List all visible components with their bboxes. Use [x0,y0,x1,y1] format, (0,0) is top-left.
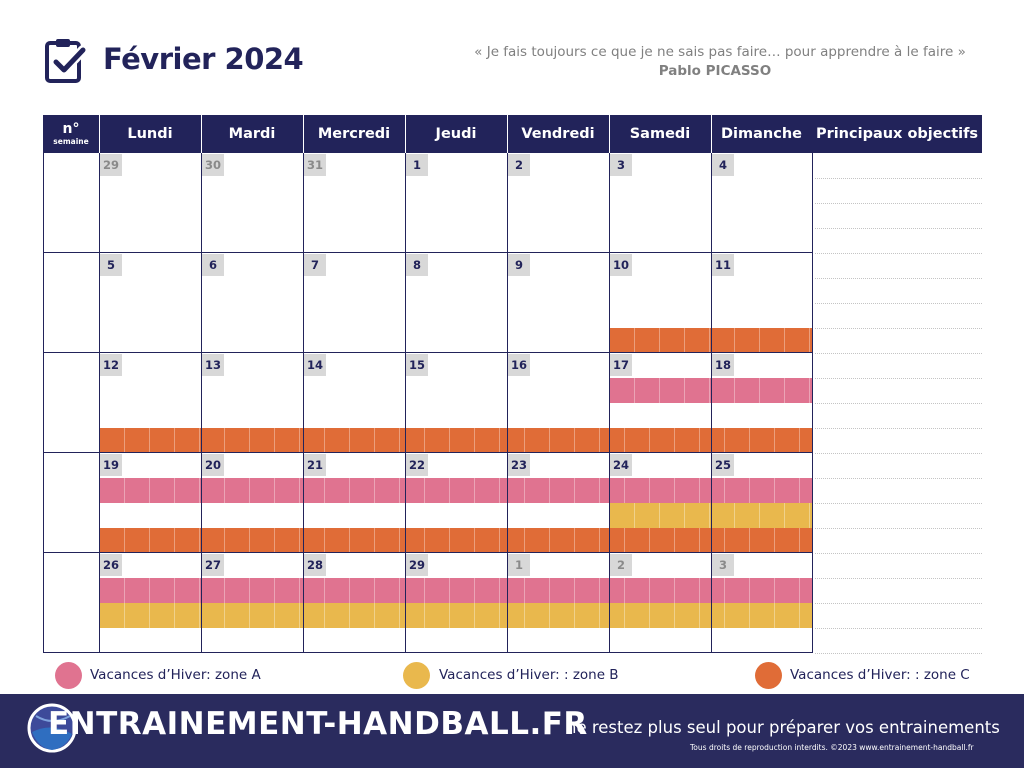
legend-dot-zone-c [755,662,782,689]
bar-segment-divider [149,578,150,603]
bar-segment-divider [634,378,635,403]
bar-segment-divider [774,528,775,553]
objective-line [815,303,982,304]
bar-segment-divider [149,528,150,553]
bar-segment-divider [124,528,125,553]
day-number: 21 [304,454,326,476]
bar-segment-divider [699,528,700,553]
bar-segment-divider [124,428,125,453]
day-number: 9 [508,254,530,276]
bar-segment-divider [399,528,400,553]
objective-line [815,553,982,554]
bar-segment-divider [349,478,350,503]
bar-segment-divider [574,478,575,503]
bar-segment-divider [809,378,810,403]
bar-segment-divider [674,578,675,603]
bar-segment-divider [759,503,760,528]
bar-segment-divider [809,328,810,353]
bar-segment-divider [674,478,675,503]
day-number: 22 [406,454,428,476]
bar-segment-divider [199,428,200,453]
bar-segment-divider [149,478,150,503]
bar-segment-divider [124,478,125,503]
bar-segment-divider [499,428,500,453]
header-divider [609,115,610,153]
grid-vertical-line [43,153,44,653]
bar-segment-divider [474,528,475,553]
header-divider [711,115,712,153]
bar-segment-divider [774,428,775,453]
day-number: 30 [202,154,224,176]
bar-segment-divider [374,578,375,603]
day-number: 29 [100,154,122,176]
bar-segment-divider [659,503,660,528]
grid-vertical-line [99,153,100,653]
day-number: 16 [508,354,530,376]
week-header-label: n° [62,121,80,138]
day-number: 1 [508,554,530,576]
objective-line [815,528,982,529]
day-header-tuesday: Mardi [201,115,303,153]
bar-segment-divider [659,328,660,353]
day-header-thursday: Jeudi [405,115,507,153]
objective-line [815,403,982,404]
bar-segment-divider [674,528,675,553]
bar-segment-divider [324,578,325,603]
bar-segment-divider [734,503,735,528]
bar-segment-divider [674,603,675,628]
day-number: 8 [406,254,428,276]
bar-segment-divider [809,503,810,528]
bar-segment-divider [224,578,225,603]
bar-segment-divider [524,603,525,628]
bar-segment-divider [124,578,125,603]
bar-segment-divider [599,528,600,553]
bar-segment-divider [274,578,275,603]
bar-segment-divider [624,578,625,603]
bar-segment-divider [634,328,635,353]
day-number: 5 [100,254,122,276]
bar-segment-divider [499,603,500,628]
bar-segment-divider [649,528,650,553]
bar-segment-divider [324,603,325,628]
day-number: 28 [304,554,326,576]
day-number: 2 [610,554,632,576]
bar-segment-divider [749,578,750,603]
bar-segment-divider [674,428,675,453]
legend-dot-zone-b [403,662,430,689]
bar-segment-divider [724,528,725,553]
day-number: 6 [202,254,224,276]
objective-line [815,203,982,204]
objective-line [815,353,982,354]
grid-horizontal-line [43,352,813,353]
bar-segment-divider [374,528,375,553]
bar-segment-divider [799,528,800,553]
bar-segment-divider [399,603,400,628]
bar-segment-divider [249,528,250,553]
bar-segment-divider [274,603,275,628]
bar-segment-divider [799,478,800,503]
grid-vertical-line [609,153,610,653]
bar-segment-divider [749,428,750,453]
bar-segment-divider [474,428,475,453]
day-number: 25 [712,454,734,476]
bar-segment-divider [574,603,575,628]
day-number: 10 [610,254,632,276]
quote-text: « Je fais toujours ce que je ne sais pas faire… pour apprendre à le faire » [474,44,966,60]
bar-segment-divider [399,428,400,453]
vacation-bar-pink [99,478,812,503]
bar-segment-divider [799,578,800,603]
day-number: 29 [406,554,428,576]
bar-segment-divider [199,528,200,553]
legend-label-zone-c: Vacances d’Hiver: : zone C [790,667,970,683]
bar-segment-divider [449,428,450,453]
bar-segment-divider [624,478,625,503]
bar-segment-divider [449,478,450,503]
bar-segment-divider [624,428,625,453]
bar-segment-divider [734,378,735,403]
bar-segment-divider [174,578,175,603]
bar-segment-divider [749,603,750,628]
bar-segment-divider [249,578,250,603]
bar-segment-divider [324,428,325,453]
bar-segment-divider [549,578,550,603]
objective-line [815,428,982,429]
objectives-header: Principaux objectifs [812,115,982,153]
quote-author: Pablo PICASSO [658,63,772,79]
bar-segment-divider [299,428,300,453]
objective-line [815,453,982,454]
day-number: 3 [610,154,632,176]
bar-segment-divider [774,478,775,503]
day-number: 19 [100,454,122,476]
bar-segment-divider [709,328,710,353]
bar-segment-divider [199,603,200,628]
bar-segment-divider [699,428,700,453]
grid-vertical-line [201,153,202,653]
bar-segment-divider [574,428,575,453]
bar-segment-divider [634,503,635,528]
header-divider [507,115,508,153]
bar-segment-divider [599,578,600,603]
bar-segment-divider [374,428,375,453]
bar-segment-divider [299,528,300,553]
bar-segment-divider [174,478,175,503]
day-number: 1 [406,154,428,176]
bar-segment-divider [499,478,500,503]
bar-segment-divider [524,578,525,603]
week-number-header [43,115,99,153]
bar-segment-divider [774,603,775,628]
vacation-bar-orange [99,428,812,453]
objective-line [815,603,982,604]
bar-segment-divider [299,603,300,628]
day-number: 13 [202,354,224,376]
objective-line [815,653,982,654]
bar-segment-divider [349,428,350,453]
bar-segment-divider [699,603,700,628]
bar-segment-divider [224,428,225,453]
bar-segment-divider [124,603,125,628]
bar-segment-divider [324,528,325,553]
bar-segment-divider [274,528,275,553]
day-number: 14 [304,354,326,376]
bar-segment-divider [474,603,475,628]
bar-segment-divider [699,578,700,603]
grid-vertical-line [711,153,712,653]
bar-segment-divider [599,428,600,453]
copyright-notice: Tous droits de reproduction interdits. ©2023 www.entrainement-handball.fr [690,743,974,752]
bar-segment-divider [224,603,225,628]
bar-segment-divider [799,603,800,628]
bar-segment-divider [399,478,400,503]
day-number: 18 [712,354,734,376]
objective-line [815,328,982,329]
grid-vertical-line [405,153,406,653]
bar-segment-divider [249,603,250,628]
day-number: 11 [712,254,734,276]
bar-segment-divider [424,478,425,503]
bar-segment-divider [174,428,175,453]
bar-segment-divider [199,478,200,503]
objective-line [815,228,982,229]
grid-vertical-line [507,153,508,653]
bar-segment-divider [574,578,575,603]
bar-segment-divider [549,603,550,628]
footer-tagline: ne restez plus seul pour préparer vos entrainements [566,718,1000,737]
page-title: Février 2024 [103,42,304,76]
day-header-monday: Lundi [99,115,201,153]
day-number: 20 [202,454,224,476]
day-number: 27 [202,554,224,576]
bar-segment-divider [774,578,775,603]
bar-segment-divider [709,378,710,403]
day-number: 24 [610,454,632,476]
grid-horizontal-line [43,552,813,553]
bar-segment-divider [649,478,650,503]
day-number: 15 [406,354,428,376]
bar-segment-divider [624,528,625,553]
bar-segment-divider [599,603,600,628]
bar-segment-divider [624,603,625,628]
bar-segment-divider [274,478,275,503]
bar-segment-divider [524,478,525,503]
bar-segment-divider [749,478,750,503]
grid-horizontal-line [43,652,813,653]
objective-line [815,178,982,179]
objective-line [815,253,982,254]
bar-segment-divider [724,603,725,628]
bar-segment-divider [274,428,275,453]
bar-segment-divider [474,578,475,603]
bar-segment-divider [424,528,425,553]
bar-segment-divider [424,428,425,453]
objective-line [815,578,982,579]
bar-segment-divider [784,378,785,403]
bar-segment-divider [424,578,425,603]
day-number: 4 [712,154,734,176]
bar-segment-divider [684,328,685,353]
grid-vertical-line [812,153,813,653]
bar-segment-divider [734,328,735,353]
day-number: 2 [508,154,530,176]
day-header-wednesday: Mercredi [303,115,405,153]
bar-segment-divider [549,478,550,503]
day-number: 3 [712,554,734,576]
vacation-bar-orange [99,528,812,553]
bar-segment-divider [349,578,350,603]
objective-line [815,378,982,379]
bar-segment-divider [574,528,575,553]
legend-dot-zone-a [55,662,82,689]
day-header-friday: Vendredi [507,115,609,153]
day-number: 26 [100,554,122,576]
bar-segment-divider [149,603,150,628]
legend-label-zone-b: Vacances d’Hiver: : zone B [439,667,619,683]
bar-segment-divider [399,578,400,603]
objective-line [815,478,982,479]
objective-line [815,503,982,504]
bar-segment-divider [524,428,525,453]
day-header-saturday: Samedi [609,115,711,153]
bar-segment-divider [249,478,250,503]
bar-segment-divider [324,478,325,503]
bar-segment-divider [724,478,725,503]
bar-segment-divider [174,603,175,628]
bar-segment-divider [749,528,750,553]
bar-segment-divider [709,503,710,528]
bar-segment-divider [649,428,650,453]
objective-line [815,278,982,279]
bar-segment-divider [149,428,150,453]
vacation-bar-yellow [99,603,812,628]
bar-segment-divider [374,603,375,628]
day-number: 23 [508,454,530,476]
bar-segment-divider [549,528,550,553]
header-divider [303,115,304,153]
day-header-sunday: Dimanche [711,115,812,153]
bar-segment-divider [759,378,760,403]
objective-line [815,628,982,629]
header-divider [201,115,202,153]
bar-segment-divider [299,478,300,503]
bar-segment-divider [549,428,550,453]
bar-segment-divider [449,603,450,628]
bar-segment-divider [299,578,300,603]
bar-segment-divider [449,578,450,603]
bar-segment-divider [699,478,700,503]
day-number: 17 [610,354,632,376]
bar-segment-divider [649,603,650,628]
grid-horizontal-line [43,452,813,453]
bar-segment-divider [474,478,475,503]
bar-segment-divider [799,428,800,453]
bar-segment-divider [499,528,500,553]
bar-segment-divider [684,503,685,528]
bar-segment-divider [449,528,450,553]
bar-segment-divider [349,603,350,628]
day-number: 31 [304,154,326,176]
legend-label-zone-a: Vacances d’Hiver: zone A [90,667,261,683]
grid-vertical-line [303,153,304,653]
bar-segment-divider [724,578,725,603]
bar-segment-divider [784,328,785,353]
bar-segment-divider [684,378,685,403]
day-number: 12 [100,354,122,376]
bar-segment-divider [499,578,500,603]
bar-segment-divider [224,528,225,553]
bar-segment-divider [424,603,425,628]
bar-segment-divider [759,328,760,353]
bar-segment-divider [249,428,250,453]
bar-segment-divider [349,528,350,553]
day-number: 7 [304,254,326,276]
bar-segment-divider [659,378,660,403]
brand-name: ENTRAINEMENT-HANDBALL.FR [48,706,588,742]
grid-horizontal-line [43,252,813,253]
bar-segment-divider [174,528,175,553]
bar-segment-divider [374,478,375,503]
bar-segment-divider [199,578,200,603]
vacation-bar-pink [99,578,812,603]
bar-segment-divider [724,428,725,453]
bar-segment-divider [649,578,650,603]
header-divider [405,115,406,153]
week-header-sublabel: semaine [53,137,89,147]
bar-segment-divider [224,478,225,503]
bar-segment-divider [784,503,785,528]
bar-segment-divider [599,478,600,503]
bar-segment-divider [524,528,525,553]
header-divider [99,115,100,153]
